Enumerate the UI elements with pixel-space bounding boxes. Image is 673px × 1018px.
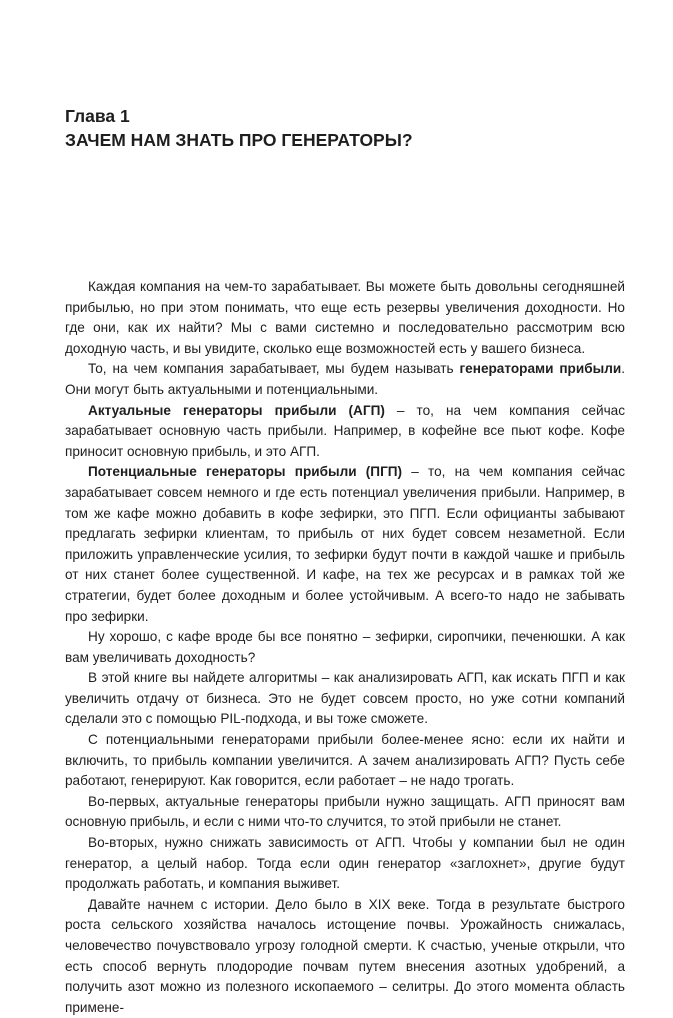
paragraph-4-post: – то, на чем компания сейчас зарабатывает совсем немного и где есть потенциал увеличения прибыли. Например, в том же кафе можно добавить в кофе зефирки, это ПГП. Если официанты забывают предлагать зефирки клиентам, то прибыль от них будет совсем незаметной. Если приложить управленческие усилия, то зефирки будут почти в каждой чашке и прибыль от них станет более существенной. И кафе, на тех же ресурсах и в рамках той же стратегии, будет более доходным и более устойчивым. А всего-то надо не забывать про зефирки. xyxy=(65,464,625,624)
paragraph-9: Во-вторых, нужно снижать зависимость от АГП. Чтобы у компании был не один генератор, а целый набор. Тогда если один генератор «заглохнет», другие будут продолжать работать, и компания выживет. xyxy=(65,835,625,892)
paragraph-3 xyxy=(65,401,625,463)
paragraph-6: В этой книге вы найдете алгоритмы – как анализировать АГП, как искать ПГП и как увеличить отдачу от бизнеса. Это не будет совсем просто, но уже сотни компаний сделали это с помощью PIL-подхода, и вы тоже сможете. xyxy=(65,670,625,727)
paragraph-7: С потенциальными генераторами прибыли более-менее ясно: если их найти и включить, то прибыль компании увеличится. А зачем анализировать АГП? Пусть себе работают, генерируют. Как говорится, если работает – не надо трогать. xyxy=(65,732,625,789)
paragraph-2-pre: То, на чем компания зарабатывает, мы будем называть xyxy=(88,361,460,377)
paragraph-10: Давайте начнем с истории. Дело было в XIX веке. Тогда в результате быстрого роста сельского хозяйства началось истощение почвы. Урожайность снижалась, человечество почувствовало угрозу голодной смерти. К счастью, ученые открыли, что есть способ вернуть плодородие почвам путем внесения азотных удобрений, а получить азот можно из полезного ископаемого – селитры. До этого момента область примене- xyxy=(65,896,625,1015)
paragraph-3-post: – то, на чем компания сейчас зарабатывает основную часть прибыли. Например, в кофейне все пьют кофе. Кофе приносит основную прибыль, и это АГП. xyxy=(65,402,626,459)
chapter-heading xyxy=(65,104,625,152)
paragraph-8: Во-первых, актуальные генераторы прибыли нужно защищать. АГП приносят вам основную прибыль, и если с ними что-то случится, то этой прибыли не станет. xyxy=(65,793,625,830)
chapter-label: Глава 1 xyxy=(65,106,130,126)
body-text xyxy=(65,277,625,1018)
term-pgp: Потенциальные генераторы прибыли (ПГП) xyxy=(88,464,403,480)
paragraph-2 xyxy=(65,359,625,400)
paragraph-5: Ну хорошо, с кафе вроде бы все понятно – зефирки, сиропчики, печенюшки. А как вам увеличивать доходность? xyxy=(65,629,625,665)
paragraph-2-post: . Они могут быть актуальными и потенциальными. xyxy=(65,361,625,397)
term-profit-generators: генераторами прибыли xyxy=(459,361,622,377)
paragraph-4 xyxy=(65,462,625,627)
chapter-title: ЗАЧЕМ НАМ ЗНАТЬ ПРО ГЕНЕРАТОРЫ? xyxy=(65,130,413,150)
paragraph-1: Каждая компания на чем-то зарабатывает. Вы можете быть довольны сегодняшней прибылью, но при этом понимать, что еще есть резервы увеличения доходности. Но где они, как их найти? Мы с вами системно и последовательно рассмотрим всю доходную часть, и вы увидите, сколько еще возможностей есть у вашего бизнеса. xyxy=(65,279,625,356)
term-agp: Актуальные генераторы прибыли (АГП) xyxy=(88,402,385,418)
